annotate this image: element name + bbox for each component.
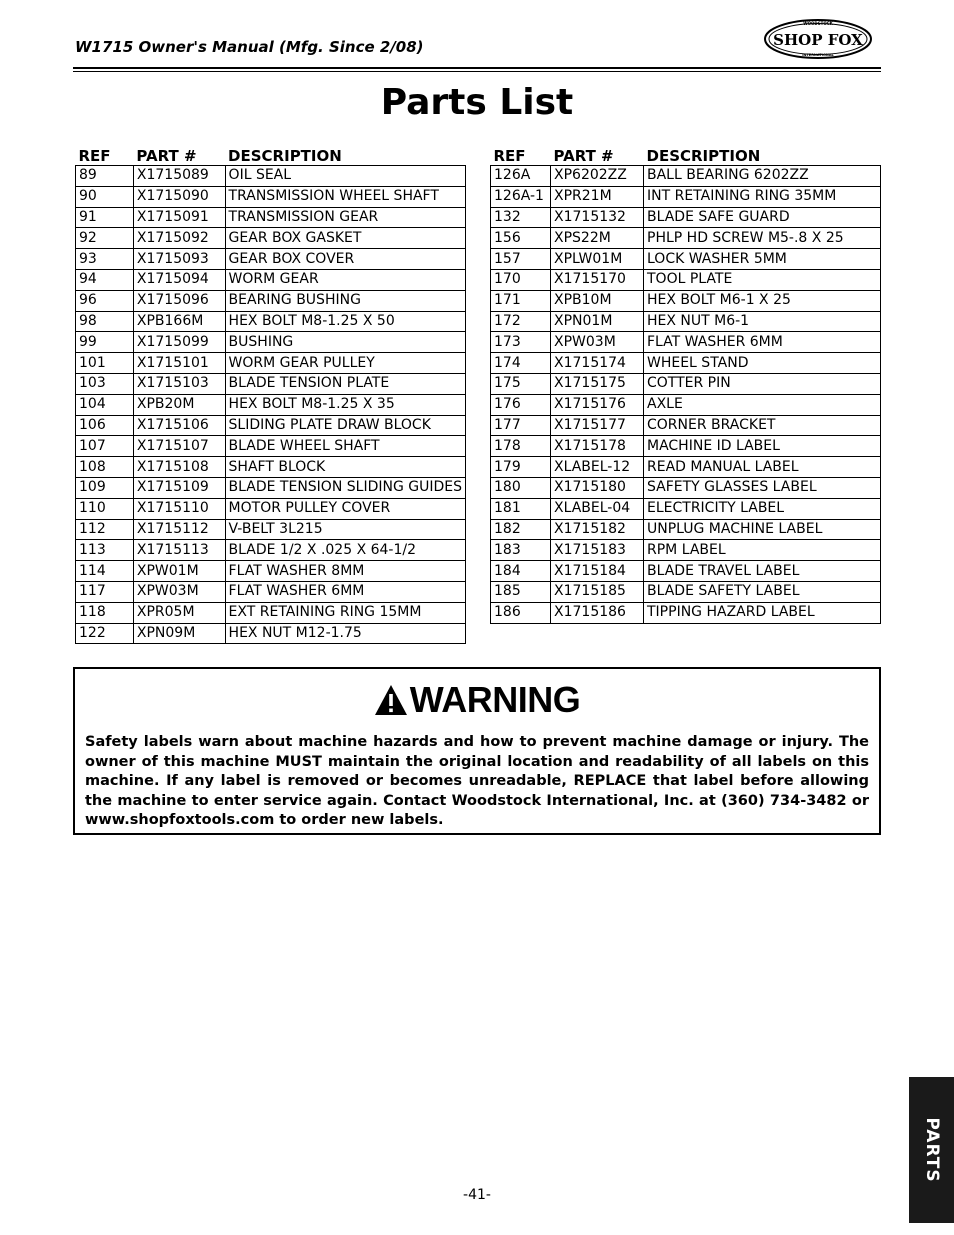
part-cell: X1715175 <box>551 373 644 394</box>
table-row <box>491 332 881 353</box>
ref-cell: 107 <box>76 436 134 457</box>
ref-cell: 132 <box>491 207 551 228</box>
desc-cell: HEX BOLT M6-1 X 25 <box>644 290 881 311</box>
part-cell: X1715184 <box>551 561 644 582</box>
ref-cell: 122 <box>76 623 134 644</box>
table-row <box>76 581 466 602</box>
table-row <box>76 353 466 374</box>
ref-cell: 110 <box>76 498 134 519</box>
table-row <box>76 561 466 582</box>
ref-cell: 117 <box>76 581 134 602</box>
table-row <box>491 540 881 561</box>
table-row <box>491 207 881 228</box>
col-ref: REF <box>493 147 526 165</box>
desc-cell: WORM GEAR <box>225 269 465 290</box>
part-cell: XPR21M <box>551 186 644 207</box>
logo-text: SHOP FOX <box>773 31 863 49</box>
ref-cell: 112 <box>76 519 134 540</box>
table-row <box>76 311 466 332</box>
part-cell: X1715113 <box>133 540 225 561</box>
table-row <box>491 394 881 415</box>
ref-cell: 177 <box>491 415 551 436</box>
table-row <box>491 311 881 332</box>
table-row <box>76 394 466 415</box>
table-row <box>491 186 881 207</box>
table-row <box>491 498 881 519</box>
ref-cell: 185 <box>491 581 551 602</box>
desc-cell: UNPLUG MACHINE LABEL <box>644 519 881 540</box>
desc-cell: HEX NUT M12-1.75 <box>225 623 465 644</box>
desc-cell: EXT RETAINING RING 15MM <box>225 602 465 623</box>
ref-cell: 126A-1 <box>491 186 551 207</box>
desc-cell: MACHINE ID LABEL <box>644 436 881 457</box>
header-rule-thin <box>73 71 881 72</box>
desc-cell: BEARING BUSHING <box>225 290 465 311</box>
ref-cell: 93 <box>76 249 134 270</box>
ref-cell: 181 <box>491 498 551 519</box>
table-row <box>491 457 881 478</box>
desc-cell: TIPPING HAZARD LABEL <box>644 602 881 623</box>
ref-cell: 96 <box>76 290 134 311</box>
part-cell: X1715185 <box>551 581 644 602</box>
parts-table-left <box>75 143 466 644</box>
desc-cell: SHAFT BLOCK <box>225 457 465 478</box>
logo-bottom-text: INTERNATIONAL <box>802 53 834 57</box>
ref-cell: 175 <box>491 373 551 394</box>
side-tab-label: PARTS <box>921 1117 942 1183</box>
part-cell: XPW03M <box>133 581 225 602</box>
ref-cell: 173 <box>491 332 551 353</box>
desc-cell: BLADE 1/2 X .025 X 64-1/2 <box>225 540 465 561</box>
part-cell: X1715093 <box>133 249 225 270</box>
part-cell: X1715096 <box>133 290 225 311</box>
ref-cell: 183 <box>491 540 551 561</box>
table-row <box>76 498 466 519</box>
table-row <box>491 249 881 270</box>
table-row <box>76 249 466 270</box>
ref-cell: 98 <box>76 311 134 332</box>
desc-cell: LOCK WASHER 5MM <box>644 249 881 270</box>
ref-cell: 176 <box>491 394 551 415</box>
desc-cell: FLAT WASHER 8MM <box>225 561 465 582</box>
table-row <box>491 228 881 249</box>
part-cell: X1715090 <box>133 186 225 207</box>
part-cell: X1715112 <box>133 519 225 540</box>
part-cell: X1715176 <box>551 394 644 415</box>
table-row <box>491 436 881 457</box>
warning-text: Safety labels warn about machine hazards and how to prevent machine damage or injury. The owner of this machine MUST maintain the original location and readability of all labels on this machine. If any label is removed or becomes unreadable, REPLACE that label before allowing the machine to enter service again. Contact Woodstock International, Inc. at (360) 734-3482 or www.shopfoxtools.com to order new labels. <box>85 734 869 828</box>
header-rule <box>73 67 881 69</box>
ref-cell: 91 <box>76 207 134 228</box>
part-cell: X1715109 <box>133 477 225 498</box>
part-cell: XPB10M <box>551 290 644 311</box>
shop-fox-logo <box>763 18 873 60</box>
ref-cell: 90 <box>76 186 134 207</box>
desc-cell: GEAR BOX GASKET <box>225 228 465 249</box>
table-row <box>76 332 466 353</box>
ref-cell: 171 <box>491 290 551 311</box>
desc-cell: WORM GEAR PULLEY <box>225 353 465 374</box>
desc-cell: BLADE SAFETY LABEL <box>644 581 881 602</box>
desc-cell: COTTER PIN <box>644 373 881 394</box>
table-row <box>76 602 466 623</box>
desc-cell: RPM LABEL <box>644 540 881 561</box>
ref-cell: 157 <box>491 249 551 270</box>
part-cell: X1715132 <box>551 207 644 228</box>
table-row <box>76 186 466 207</box>
warning-heading-text: WARNING <box>409 679 581 720</box>
col-part: PART # <box>136 147 197 165</box>
ref-cell: 109 <box>76 477 134 498</box>
part-cell: X1715091 <box>133 207 225 228</box>
ref-cell: 180 <box>491 477 551 498</box>
ref-cell: 114 <box>76 561 134 582</box>
warning-heading <box>75 679 879 721</box>
desc-cell: TRANSMISSION WHEEL SHAFT <box>225 186 465 207</box>
part-cell: XPB20M <box>133 394 225 415</box>
table-row <box>491 353 881 374</box>
desc-cell: HEX BOLT M8-1.25 X 35 <box>225 394 465 415</box>
page-title: Parts List <box>380 82 574 123</box>
table-row <box>76 519 466 540</box>
desc-cell: SAFETY GLASSES LABEL <box>644 477 881 498</box>
desc-cell: ELECTRICITY LABEL <box>644 498 881 519</box>
desc-cell: AXLE <box>644 394 881 415</box>
manual-title: W1715 Owner's Manual (Mfg. Since 2/08) <box>75 38 424 56</box>
part-cell: X1715108 <box>133 457 225 478</box>
ref-cell: 89 <box>76 166 134 187</box>
part-cell: X1715170 <box>551 269 644 290</box>
part-cell: XPLW01M <box>551 249 644 270</box>
warning-triangle-icon <box>374 684 408 716</box>
part-cell: X1715106 <box>133 415 225 436</box>
part-cell: X1715177 <box>551 415 644 436</box>
part-cell: X1715099 <box>133 332 225 353</box>
col-desc: DESCRIPTION <box>228 147 342 165</box>
ref-cell: 182 <box>491 519 551 540</box>
part-cell: X1715186 <box>551 602 644 623</box>
part-cell: XPW01M <box>133 561 225 582</box>
ref-cell: 94 <box>76 269 134 290</box>
col-desc: DESCRIPTION <box>646 147 761 165</box>
desc-cell: BLADE TENSION PLATE <box>225 373 465 394</box>
ref-cell: 126A <box>491 166 551 187</box>
parts-table-right <box>490 143 881 624</box>
table-row <box>491 415 881 436</box>
table-row <box>76 207 466 228</box>
ref-cell: 178 <box>491 436 551 457</box>
part-cell: XPN09M <box>133 623 225 644</box>
table-row <box>491 602 881 623</box>
table-row <box>76 623 466 644</box>
table-row <box>76 477 466 498</box>
logo-top-text: WOODSTOCK <box>803 21 833 26</box>
desc-cell: BUSHING <box>225 332 465 353</box>
desc-cell: HEX NUT M6-1 <box>644 311 881 332</box>
ref-cell: 101 <box>76 353 134 374</box>
table-row <box>491 581 881 602</box>
desc-cell: INT RETAINING RING 35MM <box>644 186 881 207</box>
ref-cell: 179 <box>491 457 551 478</box>
desc-cell: TRANSMISSION GEAR <box>225 207 465 228</box>
part-cell: X1715101 <box>133 353 225 374</box>
page-number: -41- <box>463 1187 491 1203</box>
table-row <box>491 166 881 187</box>
ref-cell: 108 <box>76 457 134 478</box>
desc-cell: MOTOR PULLEY COVER <box>225 498 465 519</box>
table-row <box>76 373 466 394</box>
table-row <box>76 228 466 249</box>
table-row <box>491 290 881 311</box>
part-cell: X1715089 <box>133 166 225 187</box>
table-row <box>76 415 466 436</box>
ref-cell: 99 <box>76 332 134 353</box>
table-row <box>491 477 881 498</box>
ref-cell: 104 <box>76 394 134 415</box>
table-row <box>491 373 881 394</box>
desc-cell: FLAT WASHER 6MM <box>225 581 465 602</box>
ref-cell: 172 <box>491 311 551 332</box>
table-row <box>76 540 466 561</box>
desc-cell: V-BELT 3L215 <box>225 519 465 540</box>
desc-cell: BLADE SAFE GUARD <box>644 207 881 228</box>
part-cell: X1715107 <box>133 436 225 457</box>
part-cell: XPR05M <box>133 602 225 623</box>
desc-cell: PHLP HD SCREW M5-.8 X 25 <box>644 228 881 249</box>
ref-cell: 92 <box>76 228 134 249</box>
table-row <box>491 519 881 540</box>
col-part: PART # <box>553 147 614 165</box>
part-cell: XLABEL-04 <box>551 498 644 519</box>
table-row <box>76 166 466 187</box>
part-cell: X1715092 <box>133 228 225 249</box>
part-cell: XPN01M <box>551 311 644 332</box>
desc-cell: CORNER BRACKET <box>644 415 881 436</box>
desc-cell: READ MANUAL LABEL <box>644 457 881 478</box>
ref-cell: 170 <box>491 269 551 290</box>
table-row <box>76 290 466 311</box>
ref-cell: 186 <box>491 602 551 623</box>
part-cell: XPW03M <box>551 332 644 353</box>
part-cell: X1715103 <box>133 373 225 394</box>
desc-cell: BLADE WHEEL SHAFT <box>225 436 465 457</box>
part-cell: XPB166M <box>133 311 225 332</box>
ref-cell: 103 <box>76 373 134 394</box>
part-cell: X1715180 <box>551 477 644 498</box>
desc-cell: SLIDING PLATE DRAW BLOCK <box>225 415 465 436</box>
desc-cell: BLADE TENSION SLIDING GUIDES <box>225 477 465 498</box>
warning-box <box>73 667 881 835</box>
desc-cell: WHEEL STAND <box>644 353 881 374</box>
part-cell: X1715183 <box>551 540 644 561</box>
ref-cell: 113 <box>76 540 134 561</box>
ref-cell: 118 <box>76 602 134 623</box>
ref-cell: 106 <box>76 415 134 436</box>
ref-cell: 174 <box>491 353 551 374</box>
desc-cell: BALL BEARING 6202ZZ <box>644 166 881 187</box>
part-cell: X1715094 <box>133 269 225 290</box>
table-row <box>491 561 881 582</box>
part-cell: XP6202ZZ <box>551 166 644 187</box>
table-row <box>76 457 466 478</box>
ref-cell: 156 <box>491 228 551 249</box>
table-row <box>76 436 466 457</box>
part-cell: X1715178 <box>551 436 644 457</box>
part-cell: X1715182 <box>551 519 644 540</box>
col-ref: REF <box>78 147 111 165</box>
desc-cell: FLAT WASHER 6MM <box>644 332 881 353</box>
desc-cell: GEAR BOX COVER <box>225 249 465 270</box>
table-row <box>491 269 881 290</box>
part-cell: XLABEL-12 <box>551 457 644 478</box>
desc-cell: BLADE TRAVEL LABEL <box>644 561 881 582</box>
table-row <box>76 269 466 290</box>
desc-cell: OIL SEAL <box>225 166 465 187</box>
part-cell: X1715110 <box>133 498 225 519</box>
part-cell: XPS22M <box>551 228 644 249</box>
part-cell: X1715174 <box>551 353 644 374</box>
ref-cell: 184 <box>491 561 551 582</box>
desc-cell: HEX BOLT M8-1.25 X 50 <box>225 311 465 332</box>
desc-cell: TOOL PLATE <box>644 269 881 290</box>
